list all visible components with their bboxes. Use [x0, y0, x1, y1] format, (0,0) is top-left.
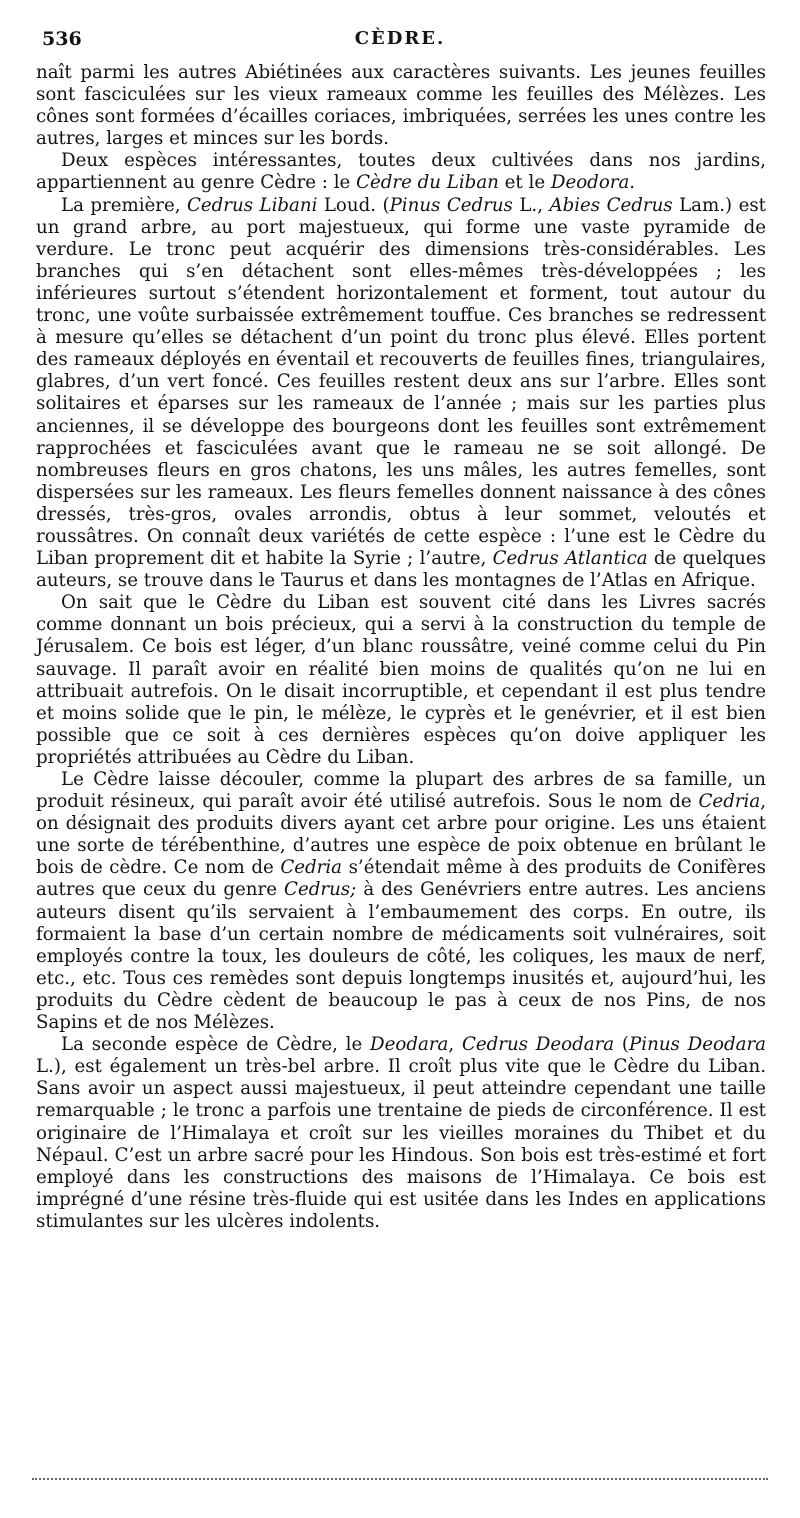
text-run: La première, [61, 194, 187, 216]
italic-term: Cedria [280, 857, 343, 879]
page-header [42, 28, 758, 58]
text-run: à des Genévriers entre autres. Les anciens auteurs disent qu’ils servaient à l’embaumement des corps. En outre, ils formaient la base d’un certain nombre de médicaments soit vulnéraires, soit employés contre la toux, les douleurs de côté, les coliques, les maux de nerf, etc., etc. Tous ces remèdes sont depuis longtemps inusités et, aujourd’hui, les produits du Cèdre cèdent de beaucoup le pas à ceux de nos Pins, de nos Sapins et de nos Mélèzes. [36, 879, 766, 1034]
footer-dotted-rule [32, 1478, 768, 1480]
italic-term: Deodora. [550, 172, 636, 194]
text-run: L., [512, 194, 550, 216]
text-run: La seconde espèce de Cèdre, le [61, 1034, 371, 1056]
text-run: s’étendait même à des produits de Conifères autres que ceux du genre [36, 857, 766, 901]
text-run: Deux espèces intéressantes, toutes deux cultivées dans nos jardins, appartiennent au genre Cèdre : le [36, 150, 766, 194]
text-run: Lam.) est un grand arbre, au port majestueux, qui forme une vaste pyramide de verdure. Le tronc peut acquérir des dimensions très-considérables. Les branches qui s’en détachent sont elles-mêmes très-développées ; les inférieures surtout s’étendent horizontalement et forment, tout autour du tronc, une voûte surbaissée extrêmement touffue. Ces branches se redressent à mesure qu’elles se détachent d’un point du tronc plus élevé. Elles portent des rameaux déployés en éventail et recouverts de feuilles fines, triangulaires, glabres, d’un vert foncé. Ces feuilles restent deux ans sur l’arbre. Elles sont solitaires et éparses sur les rameaux de l’année ; mais sur les parties plus anciennes, il se développe des bourgeons dont les feuilles sont extrêmement rapprochées et fasciculées avant que le rameau ne se soit allongé. De nombreuses fleurs en gros chatons, les uns mâles, les autres femelles, sont dispersées sur les rameaux. Les fleurs femelles donnent naissance à des cônes dressés, très-gros, ovales arrondis, obtus à leur sommet, veloutés et roussâtres. On connaît deux variétés de cette espèce : l’une est le Cèdre du Liban proprement dit et habite la Syrie ; l’autre, [36, 194, 766, 570]
body-text [36, 62, 766, 1233]
text-run: L.), est également un très-bel arbre. Il croît plus vite que le Cèdre du Liban. Sans avoir un aspect aussi majestueux, il peut atteindre cependant une taille remarquable ; le tronc a parfois une trentaine de pieds de circonférence. Il est originaire de l’Himalaya et croît sur les vieilles moraines du Thibet et du Népaul. C’est un arbre sacré pour les Hindous. Son bois est très-estimé et fort employé dans les constructions des maisons de l’Himalaya. Ce bois est imprégné d’une résine très-fluide qui est usitée dans les Indes en applications stimulantes sur les ulcères indolents. [36, 1056, 766, 1232]
text-run: et le [498, 172, 551, 194]
italic-term: Cèdre du Liban [356, 172, 499, 194]
text-run: Le Cèdre laisse découler, comme la plupart des arbres de sa famille, un produit résineux, qui paraît avoir été utilisé autrefois. Sous le nom de [36, 769, 766, 813]
text-run: , [448, 1034, 462, 1056]
italic-term: Cedrus Libani [186, 194, 318, 216]
italic-term: Deodara [370, 1034, 449, 1056]
italic-term: Abies Cedrus [549, 194, 673, 216]
italic-term: Pinus Deodara [629, 1034, 766, 1056]
running-head: CÈDRE. [354, 28, 446, 49]
paragraph-3 [36, 195, 766, 593]
text-run: naît parmi les autres Abiétinées aux caractères suivants. Les jeunes feuilles sont fasciculées sur les vieux rameaux comme les feuilles des Mélèzes. Les cônes sont formées d’écailles coriaces, imbriquées, serrées les unes contre les autres, larges et minces sur les bords. [36, 62, 766, 150]
paragraph-1 [36, 62, 766, 150]
italic-term: Cedria [698, 791, 761, 813]
text-run: On sait que le Cèdre du Liban est souvent cité dans les Livres sacrés comme donnant un bois précieux, qui a servi à la construction du temple de Jérusalem. Ce bois est léger, d’un blanc roussâtre, veiné comme celui du Pin sauvage. Il paraît avoir en réalité bien moins de qualités qu’on ne lui en attribuait autrefois. On le disait incorruptible, et cependant il est plus tendre et moins solide que le pin, le mélèze, le cyprès et le genévrier, et il est bien possible que ce soit à ces dernières espèces qu’on doive appliquer les propriétés attribuées au Cèdre du Liban. [36, 592, 766, 768]
paragraph-2 [36, 150, 766, 194]
text-run: , on désignait des produits divers ayant cet arbre pour origine. Les uns étaient une sorte de térébenthine, d’autres une espèce de poix obtenue en brûlant le bois de cèdre. Ce nom de [36, 791, 766, 879]
italic-term: Cedrus Deodara [461, 1034, 615, 1056]
text-run: Loud. ( [317, 194, 390, 216]
text-run: ( [614, 1034, 630, 1056]
paragraph-5 [36, 769, 766, 1034]
paragraph-4 [36, 592, 766, 769]
italic-term: Pinus Cedrus [389, 194, 513, 216]
page-number: 536 [42, 28, 82, 50]
italic-term: Cedrus Atlantica [492, 548, 648, 570]
paragraph-6 [36, 1034, 766, 1233]
text-run: de quelques auteurs, se trouve dans le Taurus et dans les montagnes de l’Atlas en Afrique. [36, 548, 766, 592]
italic-term: Cedrus; [284, 879, 357, 901]
